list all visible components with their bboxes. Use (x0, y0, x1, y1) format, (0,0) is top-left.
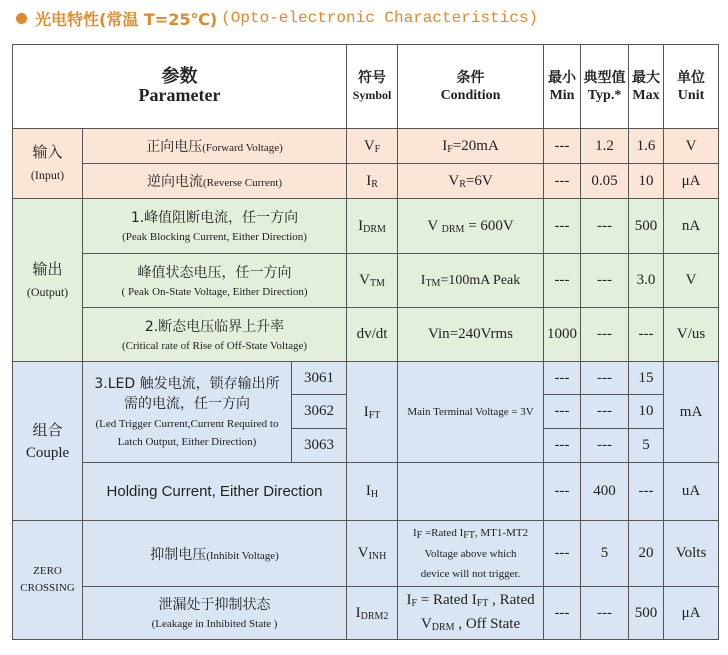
typ-cell: --- (581, 254, 629, 308)
table-row (13, 587, 719, 640)
symbol-cell: $I_R$ (347, 164, 398, 199)
unit-cell: Volts (664, 521, 719, 587)
symbol-cell: $I_{DRM}$ (347, 199, 398, 254)
unit-cell: μA (664, 164, 719, 199)
max-cell: 5 (629, 429, 664, 463)
condition-cell: $V_R=6V$ (398, 164, 544, 199)
table-row (13, 521, 719, 587)
param-reverse-current: 逆向电流(Reverse Current) (83, 164, 347, 199)
param-critical-rate-of-rise: 2.断态电压临界上升率 (Critical rate of Rise of Off-State Voltage) (83, 308, 347, 362)
param-inhibit-voltage: 抑制电压(Inhibit Voltage) (83, 521, 347, 587)
symbol-cell: dv/dt (347, 308, 398, 362)
param-peak-on-state-voltage: 峰值状态电压，任一方向 ( Peak On-State Voltage, Either Direction) (83, 254, 347, 308)
unit-cell: μA (664, 587, 719, 640)
symbol-cell: $V_{INH}$ (347, 521, 398, 587)
condition-cell: V $_{DRM}$ = 600V (398, 199, 544, 254)
param-leakage-inhibited: 泄漏处于抑制状态 (Leakage in Inhibited State ) (83, 587, 347, 640)
section-title (16, 6, 538, 30)
max-cell: 500 (629, 199, 664, 254)
param-led-trigger-current: 3.LED 触发电流，锁存输出所需的电流，任一方向 (Led Trigger Current,Current Required to Latch Output, Either Direction) (83, 362, 292, 463)
unit-cell: uA (664, 463, 719, 521)
typ-cell: 5 (581, 521, 629, 587)
param-peak-blocking-current: 1.峰值阻断电流，任一方向 (Peak Blocking Current, Either Direction) (83, 199, 347, 254)
condition-cell: $I_F$ = Rated $I_{FT}$ , Rated $V_{DRM}$ , Off State (398, 587, 544, 640)
typ-cell: --- (581, 362, 629, 395)
title-cn: 光电特性(常温 T=25℃) (35, 9, 218, 29)
header-symbol: 符号 Symbol (347, 45, 398, 129)
typ-cell: 0.05 (581, 164, 629, 199)
symbol-cell: $V_F$ (347, 129, 398, 164)
condition-cell: $I_F=20mA$ (398, 129, 544, 164)
min-cell: --- (544, 429, 581, 463)
characteristics-table (12, 44, 719, 640)
unit-cell: V (664, 254, 719, 308)
typ-cell: 1.2 (581, 129, 629, 164)
unit-cell: nA (664, 199, 719, 254)
header-max: 最大 Max (629, 45, 664, 129)
group-zero-crossing: ZERO CROSSING (13, 521, 83, 640)
max-cell: 500 (629, 587, 664, 640)
typ-cell: --- (581, 199, 629, 254)
condition-cell: Vin=240Vrms (398, 308, 544, 362)
param-holding-current: Holding Current, Either Direction (83, 463, 347, 521)
min-cell: --- (544, 199, 581, 254)
max-cell: 1.6 (629, 129, 664, 164)
condition-cell (398, 463, 544, 521)
min-cell: --- (544, 587, 581, 640)
unit-cell: mA (664, 362, 719, 463)
model-cell: 3061 (292, 362, 347, 395)
max-cell: 10 (629, 395, 664, 429)
group-couple: 组合 Couple (13, 362, 83, 521)
typ-cell: --- (581, 308, 629, 362)
max-cell: 3.0 (629, 254, 664, 308)
header-min: 最小 Min (544, 45, 581, 129)
table-row (13, 362, 719, 395)
typ-cell: --- (581, 395, 629, 429)
param-forward-voltage: 正向电压(Forward Voltage) (83, 129, 347, 164)
min-cell: --- (544, 129, 581, 164)
model-cell: 3062 (292, 395, 347, 429)
min-cell: --- (544, 362, 581, 395)
header-parameter: 参数 Parameter (13, 45, 347, 129)
min-cell: --- (544, 395, 581, 429)
typ-cell: --- (581, 429, 629, 463)
header-typ: 典型值 Typ.* (581, 45, 629, 129)
group-output: 输出 (Output) (13, 199, 83, 362)
max-cell: 20 (629, 521, 664, 587)
min-cell: --- (544, 254, 581, 308)
unit-cell: V (664, 129, 719, 164)
table-row (13, 164, 719, 199)
group-input: 输入 (Input) (13, 129, 83, 199)
condition-cell: Main Terminal Voltage = 3V (398, 362, 544, 463)
condition-cell: $I_F$ =Rated $I_{FT}$, MT1-MT2 Voltage above which device will not trigger. (398, 521, 544, 587)
typ-cell: 400 (581, 463, 629, 521)
table-row (13, 199, 719, 254)
typ-cell: --- (581, 587, 629, 640)
header-unit: 单位 Unit (664, 45, 719, 129)
condition-cell: $I_{TM}=100mA$ Peak (398, 254, 544, 308)
bullet-icon (16, 13, 27, 24)
symbol-cell: $I_H$ (347, 463, 398, 521)
max-cell: --- (629, 308, 664, 362)
header-condition: 条件 Condition (398, 45, 544, 129)
table-row (13, 463, 719, 521)
symbol-cell: $I_{FT}$ (347, 362, 398, 463)
symbol-cell: $I_{DRM2}$ (347, 587, 398, 640)
model-cell: 3063 (292, 429, 347, 463)
min-cell: --- (544, 463, 581, 521)
max-cell: --- (629, 463, 664, 521)
min-cell: --- (544, 521, 581, 587)
table-row (13, 129, 719, 164)
max-cell: 10 (629, 164, 664, 199)
title-en: (Opto-electronic Characteristics) (221, 9, 539, 27)
symbol-cell: $V_{TM}$ (347, 254, 398, 308)
header-row (13, 45, 719, 129)
unit-cell: V/us (664, 308, 719, 362)
min-cell: 1000 (544, 308, 581, 362)
table-row (13, 254, 719, 308)
min-cell: --- (544, 164, 581, 199)
table-row (13, 308, 719, 362)
max-cell: 15 (629, 362, 664, 395)
